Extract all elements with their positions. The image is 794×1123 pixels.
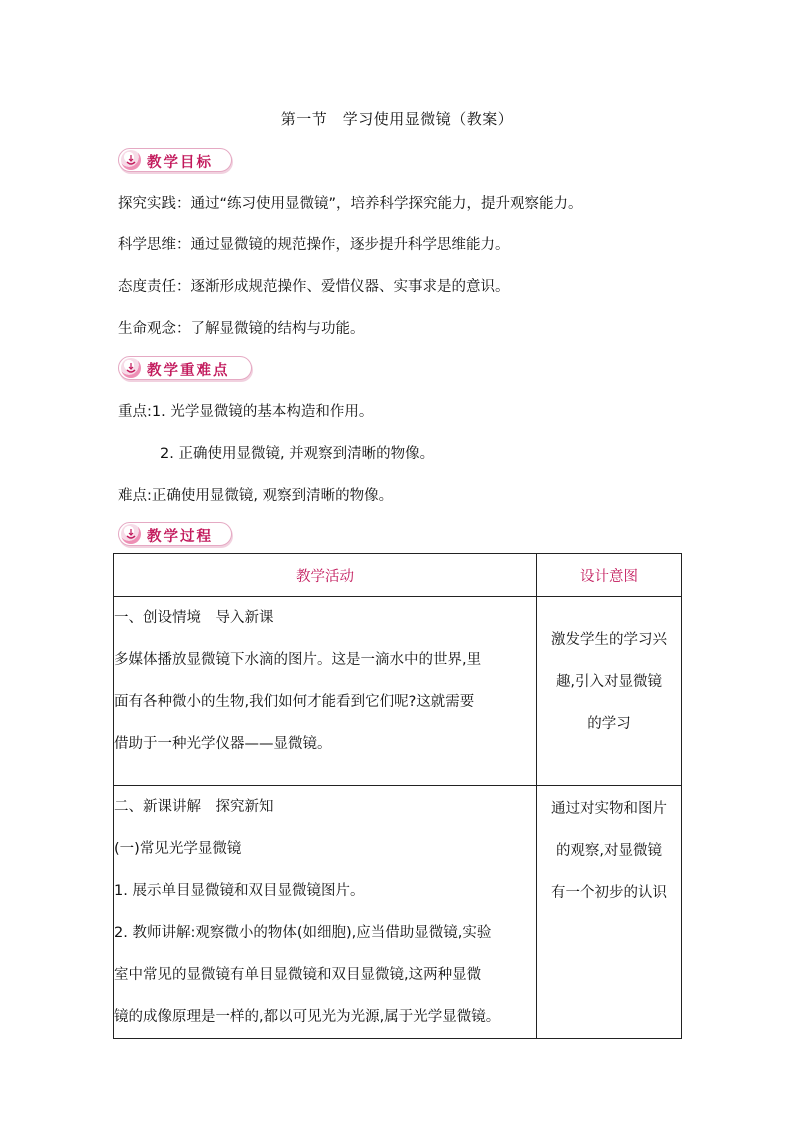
- intent-cell: [537, 597, 682, 786]
- key-point-2: 2. 正确使用显微镜, 并观察到清晰的物像。: [160, 446, 435, 462]
- intent-line: 有一个初步的认识: [551, 885, 667, 901]
- table-row: [114, 597, 682, 786]
- section-badge-goals: [118, 148, 232, 172]
- goal-line-4: 生命观念：了解显微镜的结构与功能。: [118, 321, 365, 337]
- activity-line: 1. 展示单目显微镜和双目显微镜图片。: [114, 883, 365, 899]
- intent-line: 的学习: [587, 716, 631, 732]
- goal-line-2: 科学思维：通过显微镜的规范操作，逐步提升科学思维能力。: [118, 237, 510, 253]
- intent-line: 的观察,对显微镜: [555, 843, 663, 859]
- activity-line: 一、创设情境 导入新课: [114, 610, 274, 626]
- section-icon: [121, 150, 141, 170]
- intent-cell: [537, 786, 682, 1039]
- key-point-1: 重点:1. 光学显微镜的基本构造和作用。: [118, 404, 374, 420]
- document-title: 第一节 学习使用显微镜（教案）: [280, 110, 514, 128]
- activity-cell: [114, 597, 537, 786]
- intent-line: 激发学生的学习兴: [551, 632, 667, 648]
- section-icon: [121, 358, 141, 378]
- goal-line-1: 探究实践：通过“练习使用显微镜”，培养科学探究能力，提升观察能力。: [118, 196, 583, 212]
- activity-cell: [114, 786, 537, 1039]
- section-badge-key-points: [118, 356, 252, 380]
- activity-line: 2. 教师讲解:观察微小的物体(如细胞),应当借助显微镜,实验: [114, 925, 492, 941]
- table-header-activity: 教学活动: [114, 554, 537, 597]
- goal-line-3: 态度责任：逐渐形成规范操作、爱惜仪器、实事求是的意识。: [118, 279, 510, 295]
- section-badge-process: [118, 522, 232, 546]
- activity-line: 面有各种微小的生物,我们如何才能看到它们呢?这就需要: [114, 694, 475, 710]
- activity-line: (一)常见光学显微镜: [114, 841, 242, 857]
- intent-line: 趣,引入对显微镜: [555, 674, 663, 690]
- table-row: [114, 786, 682, 1039]
- table-header-intent: 设计意图: [537, 554, 682, 597]
- section-icon: [121, 524, 141, 544]
- activity-line: 镜的成像原理是一样的,都以可见光为光源,属于光学显微镜。: [114, 1009, 501, 1025]
- activity-line: 二、新课讲解 探究新知: [114, 799, 274, 815]
- section-heading-process: 教学过程: [147, 529, 213, 545]
- teaching-process-table: [113, 553, 682, 1039]
- activity-line: 多媒体播放显微镜下水滴的图片。这是一滴水中的世界,里: [114, 652, 482, 668]
- intent-line: 通过对实物和图片: [551, 801, 667, 817]
- activity-line: 室中常见的显微镜有单目显微镜和双目显微镜,这两种显微: [114, 967, 482, 983]
- difficulty-point: 难点:正确使用显微镜, 观察到清晰的物像。: [118, 488, 394, 504]
- section-heading-key-points: 教学重难点: [147, 363, 230, 379]
- activity-line: 借助于一种光学仪器——显微镜。: [114, 736, 332, 752]
- section-heading-goals: 教学目标: [147, 155, 213, 171]
